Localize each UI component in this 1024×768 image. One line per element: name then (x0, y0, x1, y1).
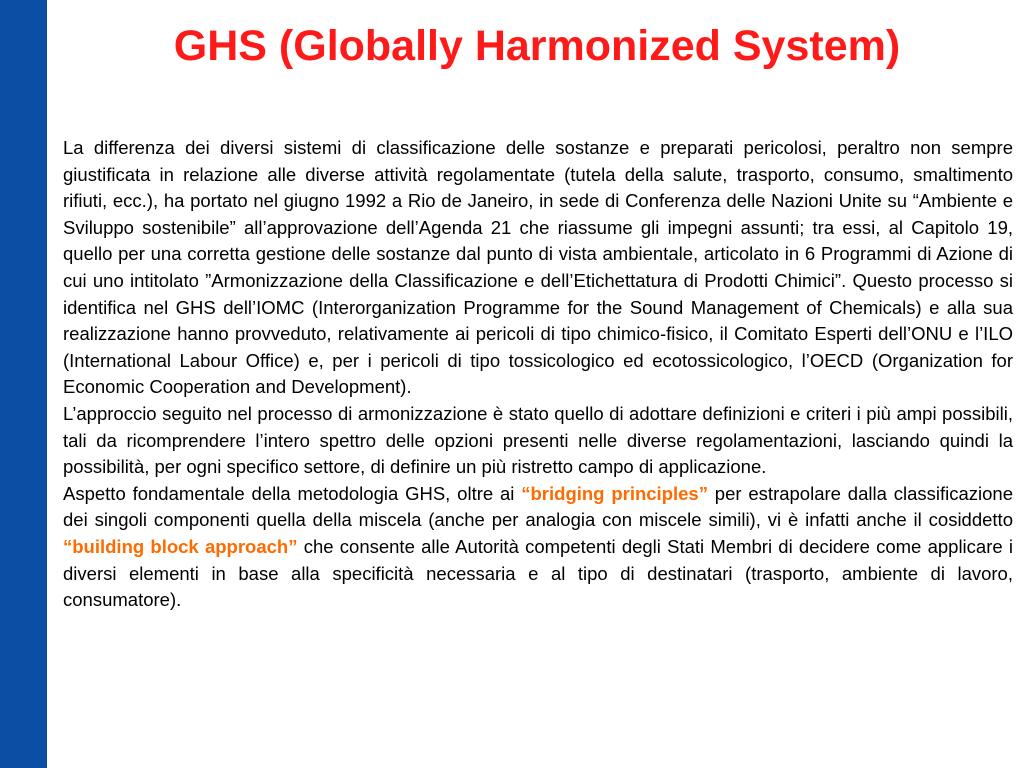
building-block-approach-highlight: “building block approach” (63, 535, 298, 557)
paragraph-3-text-1: Aspetto fondamentale della metodologia GHS, oltre ai (63, 482, 522, 504)
bridging-principles-highlight: “bridging principles” (521, 482, 708, 504)
paragraph-harmonization-approach: L’approccio seguito nel processo di armonizzazione è stato quello di adottare definizioni e criteri i più ampi possibili, tali da ricomprendere l’intero spettro delle opzioni presenti nelle diverse regolamentazioni, lasciando quindi la possibilità, per ogni specifico settore, di definire un più ristretto campo di applicazione. (63, 402, 1013, 478)
paragraph-rio-agenda-21: La differenza dei diversi sistemi di classificazione delle sostanze e preparati pericolosi, peraltro non sempre giustificata in relazione alle diverse attività regolamentate (tutela della salute, trasporto, consumo, smaltimento rifiuti, ecc.), ha portato nel giugno 1992 a Rio de Janeiro, in sede di Conferenza delle Nazioni Unite su “Ambiente e Sviluppo sostenibile” all’approvazione dell’Agenda 21 che riassume gli impegni assunti; tra essi, al Capitolo 19, quello per una corretta gestione delle sostanze dal punto di vista ambientale, articolato in 6 Programmi di Azione di cui uno intitolato ”Armonizzazione della Classificazione e dell’Etichettatura di Prodotti Chimici”. Questo processo si identifica nel GHS dell’IOMC (Interorganization Programme for the Sound Management of Chemicals) e alla sua realizzazione hanno provveduto, relativamente ai pericoli di tipo chimico-fisico, il Comitato Esperti dell’ONU e l’ILO (International Labour Office) e, per i pericoli di tipo tossicologico ed ecotossicologico, l’OECD (Organization for Economic Cooperation and Development). (63, 137, 1013, 398)
slide-body (63, 135, 1013, 614)
slide-title: GHS (Globally Harmonized System) (173, 22, 901, 70)
paragraph-3-text-2: per estrapolare dalla classificazione dei singoli componenti quella della miscela (anche per analogia con miscele simili), vi è infatti anche il cosiddetto (63, 482, 1013, 531)
paragraph-3-text-3: che consente alle Autorità competenti degli Stati Membri di decidere come applicare i diversi elementi in base alla specificità necessaria e al tipo di destinatari (trasporto, ambiente di lavoro, consumatore). (63, 535, 1013, 611)
left-accent-bar (0, 0, 47, 768)
paragraph-ghs-methodology (63, 481, 1013, 614)
